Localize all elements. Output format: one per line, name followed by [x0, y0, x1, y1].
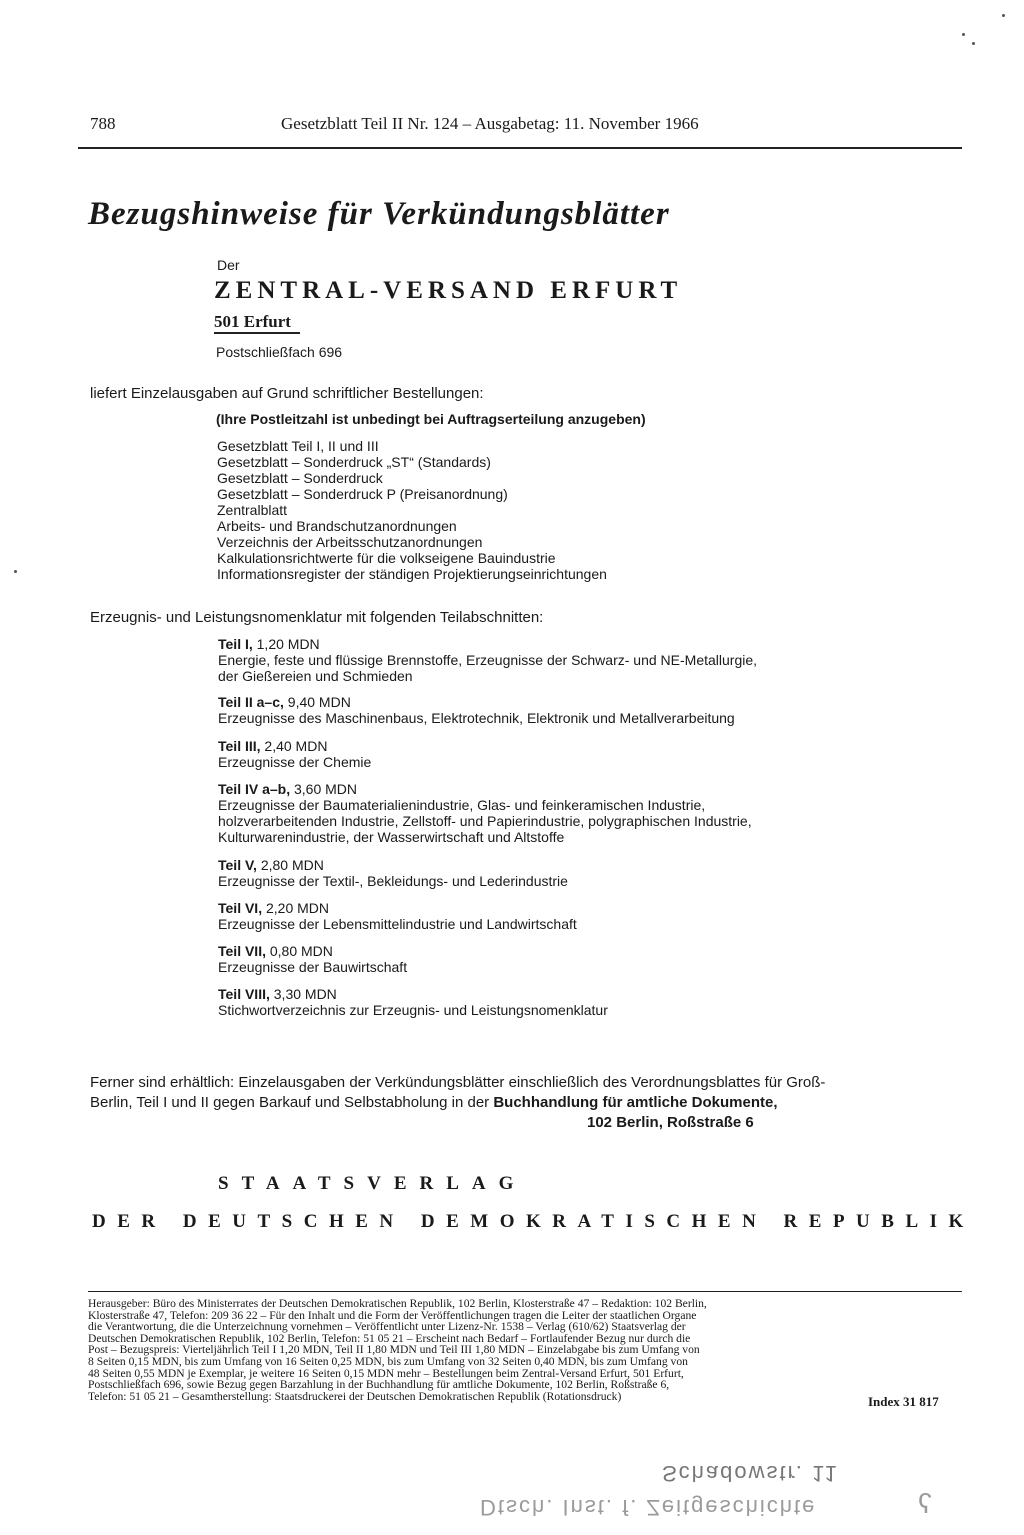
part-price: 3,30 MDN — [273, 986, 337, 1002]
scan-speck — [972, 42, 975, 45]
part-price: 3,60 MDN — [294, 781, 358, 797]
imprint-line: Post – Bezugspreis: Vierteljährlich Teil I 1,20 MDN, Teil II 1,80 MDN und Teil III 1,80 MDN – Einzelabgabe bis zum Umfang von — [88, 1343, 700, 1357]
publication-item: Informationsregister der ständigen Projektierungseinrichtungen — [217, 566, 607, 582]
part-price: 2,20 MDN — [265, 900, 330, 916]
nomenclature-intro: Erzeugnis- und Leistungsnomenklatur mit folgenden Teilabschnitten: — [90, 609, 544, 626]
postcode-note: (Ihre Postleitzahl ist unbedingt bei Auftragserteilung anzugeben) — [216, 411, 646, 427]
imprint-line: die Verantwortung, die die Unterzeichnung vornehmen – Veröffentlicht unter Lizenz-Nr. 1538 – Verlag (610/62) Staatsverlag der — [88, 1320, 686, 1334]
imprint-line: Telefon: 51 05 21 – Gesamtherstellung: Staatsdruckerei der Deutschen Demokratischen Republik (Rotationsdruck) — [88, 1389, 622, 1403]
part-description: Erzeugnisse der Bauwirtschaft — [218, 959, 408, 975]
part-block — [218, 781, 752, 845]
index-number: Index 31 817 — [868, 1394, 939, 1409]
imprint-line: Herausgeber: Büro des Ministerrates der Deutschen Demokratischen Republik, 102 Berlin, Klosterstraße 47 – Redaktion: 102 Berlin, — [88, 1297, 707, 1310]
part-description: Erzeugnisse der Textil-, Bekleidungs- und Lederindustrie — [218, 873, 568, 889]
availability-line — [90, 1093, 778, 1113]
library-stamp-line: Dtsch. Inst. f. Zeitgeschichte — [480, 1495, 817, 1520]
part-price: 1,20 MDN — [256, 636, 320, 652]
part-label: Teil VIII, — [218, 986, 270, 1002]
part-label: Teil I, — [218, 636, 253, 652]
publication-item: Kalkulationsrichtwerte für die volkseigene Bauindustrie — [217, 550, 556, 566]
publication-list — [217, 438, 607, 582]
availability-text: Berlin, Teil I und II gegen Barkauf und Selbstabholung in der — [90, 1094, 494, 1111]
publication-item: Zentralblatt — [217, 502, 288, 518]
part-description: Erzeugnisse des Maschinenbaus, Elektrotechnik, Elektronik und Metallverarbeitung — [218, 710, 735, 726]
bookshop-name: Buchhandlung für amtliche Dokumente, — [493, 1094, 778, 1111]
part-label: Teil III, — [218, 738, 261, 754]
city-underline — [214, 332, 300, 334]
imprint-line: 48 Seiten 0,55 MDN je Exemplar, je weitere 16 Seiten 0,15 MDN mehr – Bestellungen beim Zentral-Versand Erfurt, 501 Erfurt, — [88, 1366, 684, 1380]
page-title: Bezugshinweise für Verkündungsblätter — [88, 196, 670, 232]
imprint-line: Postschließfach 696, sowie Bezug gegen Barzahlung in der Buchhandlung für amtliche Dokumente, 102 Berlin, Roßstraße 6, — [88, 1378, 670, 1392]
part-label: Teil VI, — [218, 900, 263, 916]
part-block — [218, 738, 371, 770]
distributor-article: Der — [217, 257, 240, 273]
part-label: Teil V, — [218, 857, 257, 873]
part-label: Teil VII, — [218, 943, 266, 959]
part-description: Erzeugnisse der Baumaterialienindustrie, Glas- und feinkeramischen Industrie, — [218, 797, 706, 813]
imprint — [88, 1298, 962, 1402]
part-description: Kulturwarenindustrie, der Wasserwirtschaft und Altstoffe — [218, 829, 565, 845]
imprint-line: 8 Seiten 0,15 MDN, bis zum Umfang von 16 Seiten 0,25 MDN, bis zum Umfang von 32 Seiten 0,40 MDN, bis zum Umfang von — [88, 1354, 688, 1368]
availability-line: Ferner sind erhältlich: Einzelausgaben der Verkündungsblätter einschließlich des Verordnungsblattes für Groß- — [90, 1074, 826, 1091]
part-price: 9,40 MDN — [287, 694, 351, 710]
publication-item: Gesetzblatt – Sonderdruck „ST“ (Standards) — [217, 454, 491, 470]
stamp-mark: ʕ — [918, 1488, 932, 1519]
publication-item: Gesetzblatt Teil I, II und III — [217, 438, 379, 454]
publication-item: Arbeits- und Brandschutzanordnungen — [217, 518, 457, 534]
publication-item: Verzeichnis der Arbeitsschutzanordnungen — [217, 534, 483, 550]
part-description: Erzeugnisse der Lebensmittelindustrie und Landwirtschaft — [218, 916, 577, 932]
part-price: 2,40 MDN — [264, 738, 328, 754]
part-block — [218, 943, 407, 975]
part-block — [218, 900, 577, 932]
scan-speck — [14, 570, 17, 573]
part-block — [218, 636, 757, 684]
distributor-name: ZENTRAL-VERSAND ERFURT — [214, 277, 683, 304]
gazette-title: Gesetzblatt Teil II Nr. 124 – Ausgabetag: 11. November 1966 — [281, 114, 699, 133]
part-price: 2,80 MDN — [260, 857, 324, 873]
publication-item: Gesetzblatt – Sonderdruck — [217, 470, 383, 486]
publisher-name: STAATSVERLAG — [218, 1173, 527, 1194]
distributor-city: 501 Erfurt — [214, 312, 291, 331]
distributor-po-box: Postschließfach 696 — [216, 344, 343, 360]
part-block — [218, 694, 735, 726]
part-description: Energie, feste und flüssige Brennstoffe, Erzeugnisse der Schwarz- und NE-Metallurgie, — [218, 652, 758, 668]
imprint-line: Klosterstraße 47, Telefon: 209 36 22 – Für den Inhalt und die Form der Veröffentlichungen tragen die Leiter der staatlichen Organe — [88, 1308, 697, 1322]
intro-text: liefert Einzelausgaben auf Grund schriftlicher Bestellungen: — [90, 385, 484, 402]
part-description: Stichwortverzeichnis zur Erzeugnis- und Leistungsnomenklatur — [218, 1002, 608, 1018]
imprint-line: Deutschen Demokratischen Republik, 102 Berlin, Telefon: 51 05 21 – Erscheint nach Bedarf – Fortlaufender Bezug nur durch die — [88, 1331, 691, 1345]
scan-speck — [1002, 14, 1005, 17]
part-price: 0,80 MDN — [269, 943, 333, 959]
part-description: Erzeugnisse der Chemie — [218, 754, 372, 770]
page-number: 788 — [90, 114, 116, 133]
footer-rule — [88, 1291, 962, 1292]
bookshop-address: 102 Berlin, Roßstraße 6 — [587, 1114, 754, 1131]
part-description: holzverarbeitenden Industrie, Zellstoff- und Papierindustrie, polygraphischen Industrie, — [218, 813, 752, 829]
publication-item: Gesetzblatt – Sonderdruck P (Preisanordnung) — [217, 486, 508, 502]
part-label: Teil II a–c, — [218, 694, 284, 710]
part-label: Teil IV a–b, — [218, 781, 291, 797]
part-description: der Gießereien und Schmieden — [218, 668, 413, 684]
scan-speck — [962, 33, 965, 36]
part-block — [218, 857, 568, 889]
library-stamp-line: Schadowstr. 11 — [662, 1461, 839, 1486]
header-rule — [78, 147, 962, 149]
part-block — [218, 986, 608, 1018]
publisher-country: DER DEUTSCHEN DEMOKRATISCHEN REPUBLIK — [92, 1211, 975, 1232]
